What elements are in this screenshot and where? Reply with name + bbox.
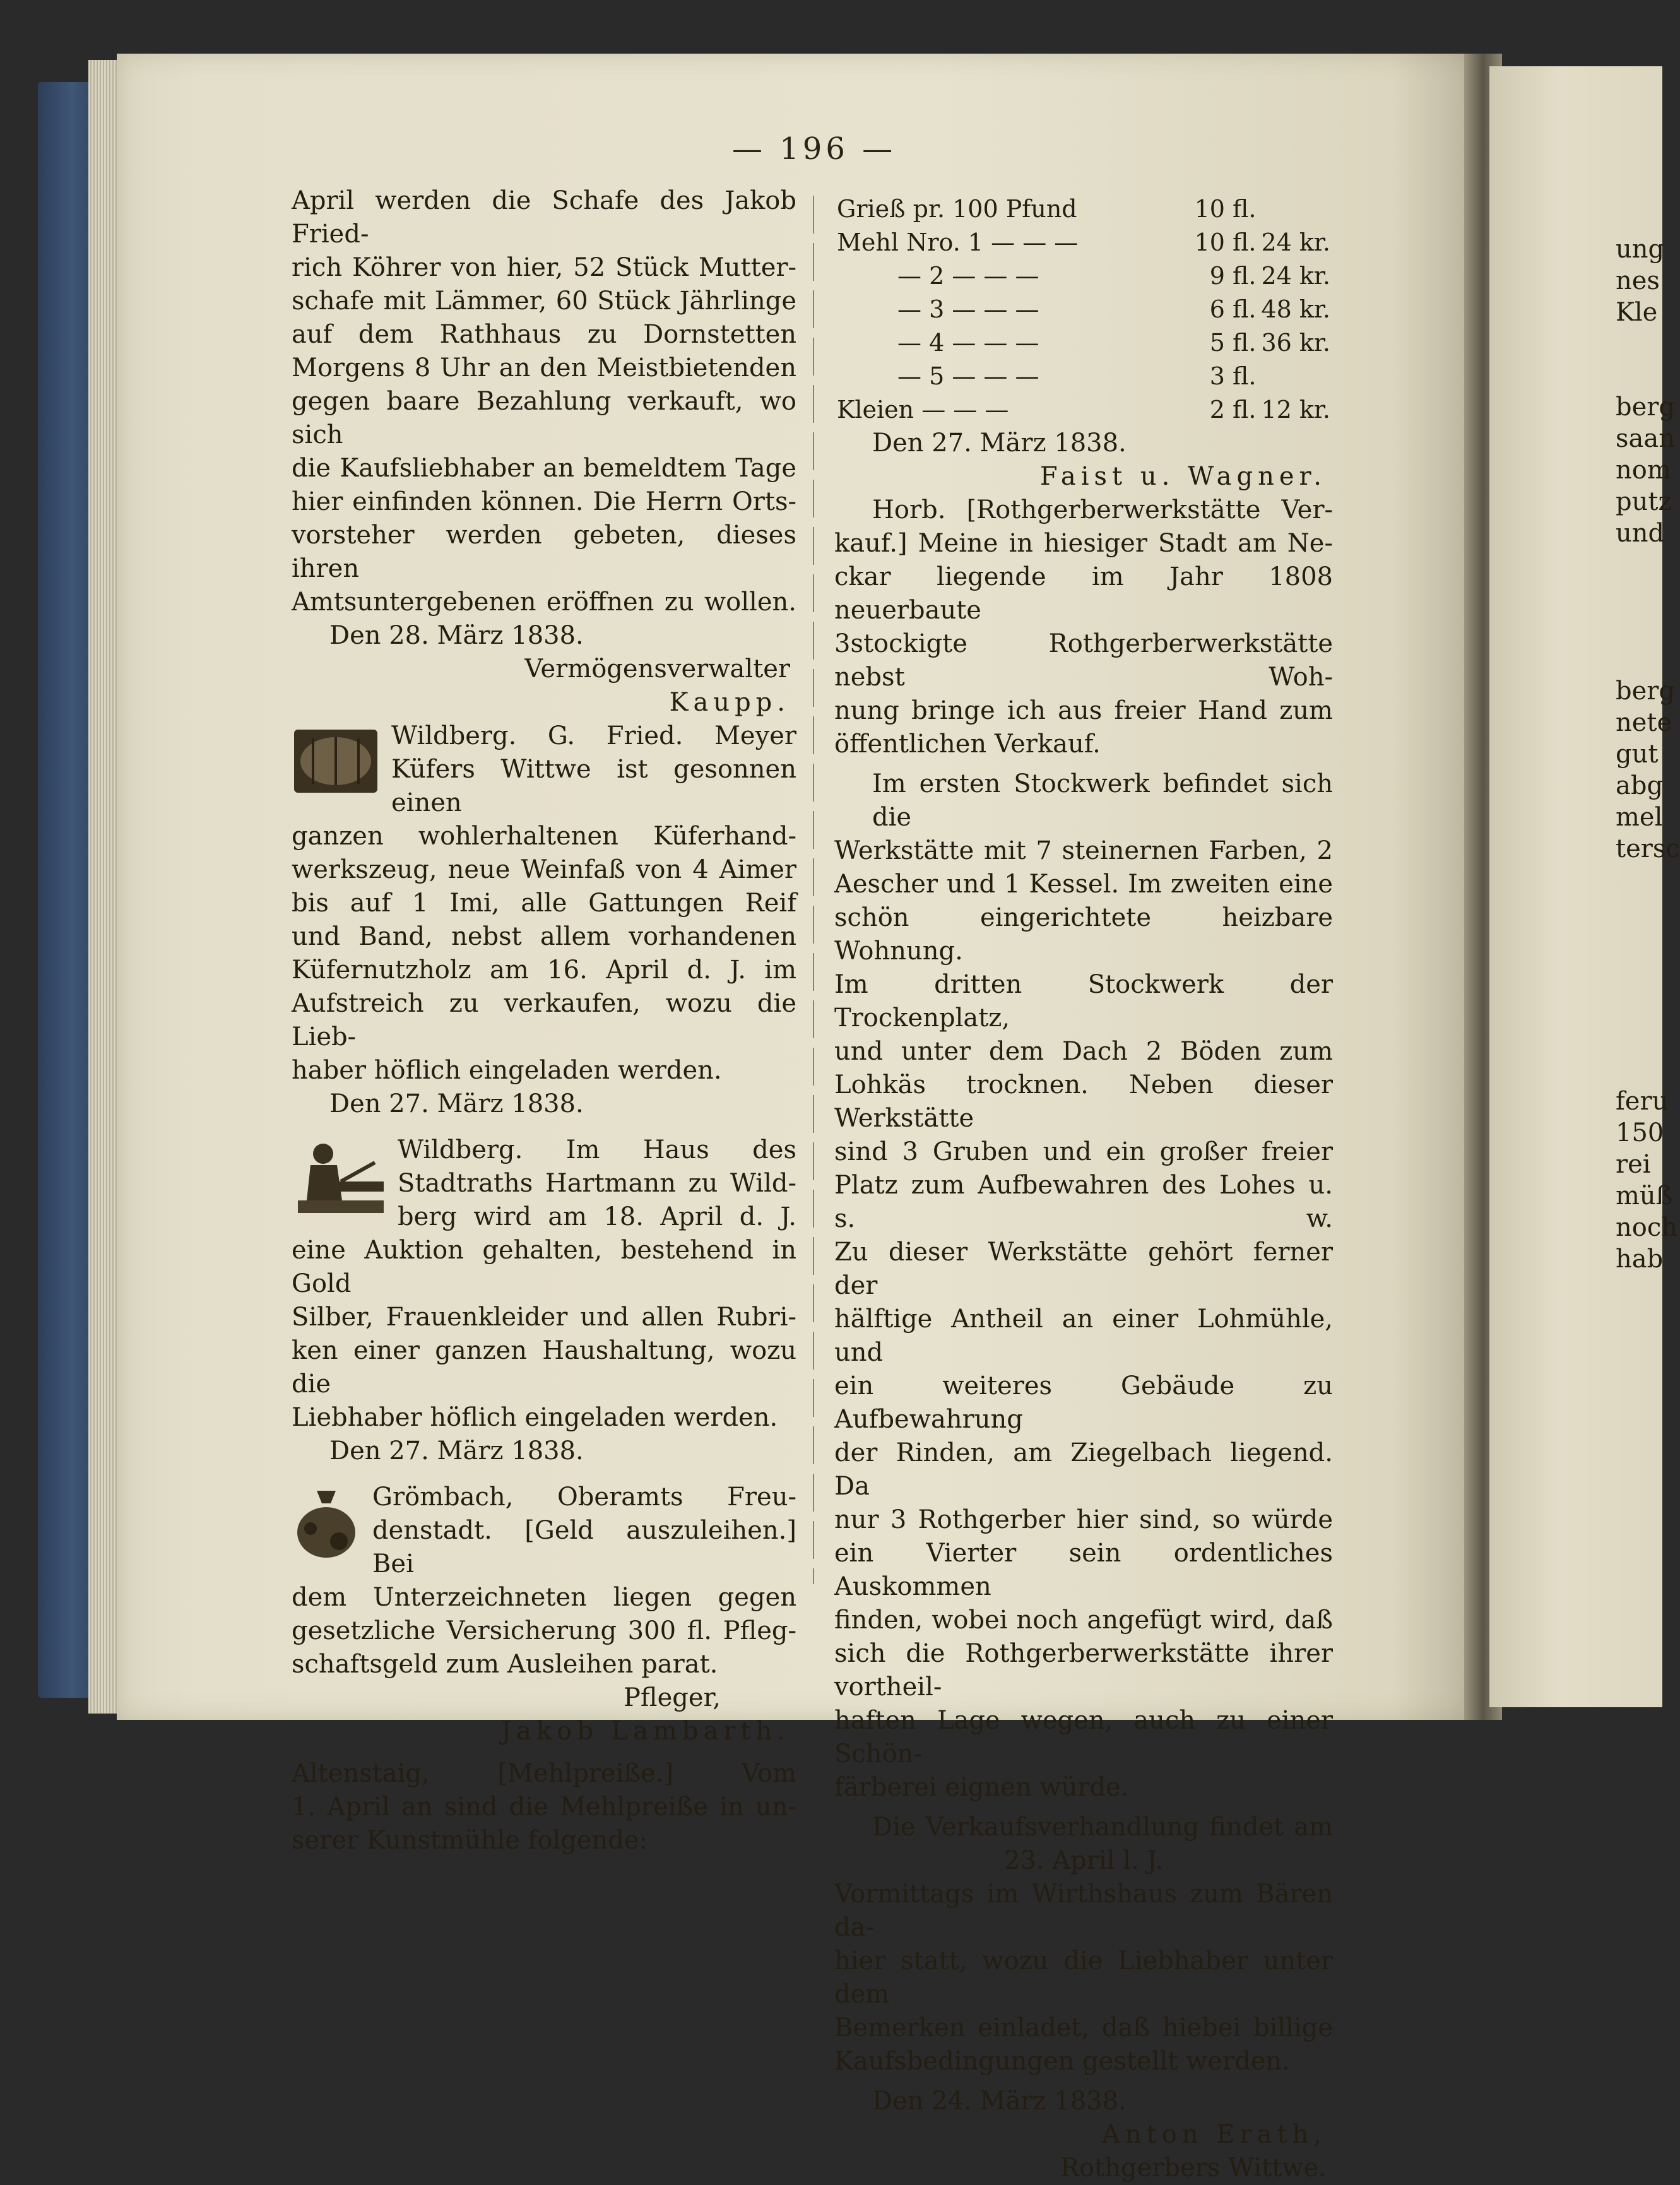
text-line: Küfers Wittwe ist gesonnen einen [391,755,796,817]
text-line: sich die Rothgerberwerkstätte ihrer vortheil- [834,1639,1333,1702]
fragment: rei [1616,1150,1651,1179]
text-line: Werkstätte mit 7 steinernen Farben, 2 [834,836,1333,865]
ad-horb [834,494,1333,2185]
text-line: Aufstreich zu verkaufen, wozu die Lieb- [292,989,796,1051]
table-row [834,259,1333,293]
fragment: ung [1616,235,1665,264]
fragment [1616,612,1680,644]
ad-signature-role: Pfleger, [624,1683,721,1712]
text-line: Grömbach, Oberamts Freu- [372,1483,796,1512]
ad-date: Den 28. März 1838. [329,621,584,650]
text-line: Zu dieser Werkstätte gehört ferner der [834,1238,1333,1300]
text-line: kauf.] Meine in hiesiger Stadt am Ne- [834,529,1333,558]
text-line: Küfernutzholz am 16. April d. J. im [292,956,796,985]
text-line: denstadt. [Geld auszuleihen.] Bei [372,1516,796,1578]
facing-page-text [1616,234,1680,1275]
price-fl: 10 fl. [1194,228,1257,256]
ad-signature-name: Jakob Lambarth. [501,1717,790,1746]
text-line: sind 3 Gruben und ein großer freier [834,1137,1333,1166]
text-line: finden, wobei noch angefügt wird, daß [834,1606,1333,1635]
text-line: vorsteher werden gebeten, dieses ihren [292,521,796,583]
text-line: Platz zum Aufbewahren des Lohes u. s. w. [834,1171,1333,1233]
text-line: die Kaufsliebhaber an bemeldtem Tage [292,454,796,483]
fragment: und [1616,519,1665,548]
fragment: putz [1616,487,1672,516]
text-line: eine Auktion gehalten, bestehend in Gold [292,1236,796,1298]
ad-date: Den 24. März 1838. [872,2087,1127,2116]
price-kr [1258,192,1333,226]
text-line: berg wird am 18. April d. J. [398,1202,796,1231]
fragment: noch [1616,1213,1678,1242]
text-line: hier statt, wozu die Liebhaber unter dem [834,1946,1333,2009]
text-line: schön eingerichtete heizbare Wohnung. [834,903,1333,966]
text-line: Aescher und 1 Kessel. Im zweiten eine [834,870,1333,899]
text-line: werkszeug, neue Weinfaß von 4 Aimer [292,855,796,884]
price-label: — 4 — — — [897,329,1039,357]
fragment [1616,549,1680,581]
table-row [834,326,1333,360]
text-line: 1. April an sind die Mehlpreiße in un- [292,1792,796,1821]
fragment [1616,1054,1680,1086]
fragment: berg [1616,677,1676,706]
price-kr: 48 kr. [1261,295,1330,323]
fragment [1616,581,1680,612]
price-fl: 3 fl. [1209,362,1257,390]
fragment: feru [1616,1087,1669,1116]
fragment: 150 [1616,1118,1664,1147]
fragment [1616,328,1680,360]
text-line: nur 3 Rothgerber hier sind, so würde [834,1505,1333,1534]
ad-signature-role: Rothgerbers Wittwe. [1060,2153,1327,2182]
fragment: gut [1616,740,1659,769]
fragment: Kle [1616,298,1658,327]
fragment: nete [1616,708,1672,737]
price-fl: 6 fl. [1209,295,1257,323]
text-line: ckar liegende im Jahr 1808 neuerbaute [834,562,1333,625]
table-row [834,226,1333,259]
text-line: haften Lage wegen, auch zu einer Schön- [834,1706,1333,1768]
price-kr [1258,360,1333,393]
price-label: Grieß pr. 100 Pfund [837,195,1077,223]
price-kr: 12 kr. [1261,396,1330,423]
text-line: bis auf 1 Imi, alle Gattungen Reif [292,889,796,918]
price-label: Mehl Nro. 1 — — — [837,228,1079,256]
fragment: saan [1616,424,1675,453]
text-line: gesetzliche Versicherung 300 fl. Pfleg- [292,1616,796,1645]
text-line: Liebhaber höflich eingeladen werden. [292,1403,778,1432]
barrel-icon [292,723,380,799]
page-number: — 196 — [732,131,897,167]
text-line: Silber, Frauenkleider und allen Rubri- [292,1303,796,1332]
fragment [1616,644,1680,675]
right-column [834,192,1333,2185]
text-line: serer Kunstmühle folgende: [292,1826,648,1855]
ad-altenstaig [292,1757,796,1857]
fragment [1616,1022,1680,1054]
text-line: ganzen wohlerhaltenen Küferhand- [292,822,796,851]
price-kr: 24 kr. [1261,262,1330,290]
text-line: Vormittags im Wirthshaus zum Bären da- [834,1880,1333,1942]
text-line: der Rinden, am Ziegelbach liegend. Da [834,1438,1333,1501]
fragment [1616,360,1680,391]
fragment: nes [1616,266,1660,295]
text-line: Stadtraths Hartmann zu Wild- [398,1169,796,1198]
fragment [1616,959,1680,991]
book-cover-edge [38,82,95,1698]
text-line: dem Unterzeichneten liegen gegen [292,1583,796,1612]
text-line: nung bringe ich aus freier Hand zum [834,696,1333,725]
text-line: Horb. [Rothgerberwerkstätte Ver- [872,495,1333,524]
ad-signature-name: Kaupp. [669,688,790,717]
text-line: 3stockigte Rothgerberwerkstätte nebst Woh- [834,629,1333,692]
text-line: Wildberg. Im Haus des [398,1135,796,1164]
fragment: berg [1616,393,1676,422]
price-fl: 9 fl. [1209,262,1257,290]
ad-date: Den 27. März 1838. [872,429,1127,458]
text-line: Bemerken einladet, daß hiebei billige [834,2013,1333,2042]
auctioneer-icon [292,1137,386,1219]
text-line: hälftige Antheil an einer Lohmühle, und [834,1305,1333,1367]
text-line: April werden die Schafe des Jakob Fried- [292,186,796,249]
left-column [292,184,796,1857]
sale-date-line: 23. April l. J. [1003,1846,1164,1875]
text-line: Amtsuntergebenen eröffnen zu wollen. [292,588,796,617]
fragment: hab [1616,1245,1664,1274]
text-line: Wildberg. G. Fried. Meyer [391,721,796,750]
price-fl: 10 fl. [1194,195,1257,223]
price-kr: 24 kr. [1261,228,1330,256]
table-row [834,192,1333,226]
column-divider [813,196,814,1584]
table-row [834,293,1333,326]
fragment [1616,928,1680,959]
text-line: Im ersten Stockwerk befindet sich die [872,769,1333,832]
text-line: schaftsgeld zum Ausleihen parat. [292,1650,718,1679]
ad-wildberg-kuefer [292,719,796,1121]
price-label: — 2 — — — [897,262,1039,290]
ad-wildberg-auktion [292,1134,796,1468]
price-label: Kleien — — — [837,396,1009,423]
text-line: Kaufsbedingungen gestellt werden. [834,2047,1290,2076]
text-line: und unter dem Dach 2 Böden zum [834,1037,1333,1066]
fragment [1616,896,1680,928]
text-line: auf dem Rathhaus zu Dornstetten [292,320,796,349]
text-line: und Band, nebst allem vorhandenen [292,922,796,951]
text-line: Im dritten Stockwerk der Trockenplatz, [834,970,1333,1033]
ad-date: Den 27. März 1838. [329,1089,584,1118]
text-line: ein Vierter sein ordentliches Auskommen [834,1539,1333,1601]
fragment: abg [1616,771,1664,800]
ad-date: Den 27. März 1838. [329,1436,584,1466]
ad-signature-name: Faist u. Wagner. [1039,462,1327,491]
flour-price-table [834,192,1333,427]
fragment [1616,865,1680,896]
text-line: öffentlichen Verkauf. [834,730,1101,759]
price-label: — 3 — — — [897,295,1039,323]
text-line: färberei eignen würde. [834,1773,1129,1802]
price-label: — 5 — — — [897,362,1039,390]
fragment: mel [1616,803,1663,832]
ad-signature-name: Anton Erath, [1102,2120,1327,2149]
ad-signature-role: Vermögensverwalter [524,654,790,684]
ad-groembach [292,1481,796,1748]
text-line: gegen baare Bezahlung verkauft, wo sich [292,387,796,449]
text-line: Altenstaig, [Mehlpreiße.] Vom [292,1759,796,1788]
text-line: haber höflich eingeladen werden. [292,1056,722,1085]
text-line: ken einer ganzen Haushaltung, wozu die [292,1336,796,1399]
price-fl: 2 fl. [1209,396,1257,423]
text-line: Lohkäs trocknen. Neben dieser Werkstätte [834,1070,1333,1133]
text-line: Die Verkaufsverhandlung findet am [872,1813,1333,1842]
ad-dornstetten [292,184,796,719]
text-line: hier einfinden können. Die Herrn Orts- [292,487,796,516]
fragment: müß [1616,1181,1673,1211]
table-row [834,393,1333,427]
price-fl: 5 fl. [1209,329,1257,357]
fragment [1616,991,1680,1022]
text-line: ein weiteres Gebäude zu Aufbewahrung [834,1371,1333,1434]
table-row [834,360,1333,393]
text-line: rich Köhrer von hier, 52 Stück Mutter- [292,253,796,282]
text-line: schafe mit Lämmer, 60 Stück Jährlinge [292,287,796,316]
fragment: nom [1616,456,1671,485]
price-kr: 36 kr. [1261,329,1330,357]
text-line: Morgens 8 Uhr an den Meistbietenden [292,353,796,382]
fragment: tersc [1616,834,1680,863]
money-bag-icon [292,1484,361,1560]
